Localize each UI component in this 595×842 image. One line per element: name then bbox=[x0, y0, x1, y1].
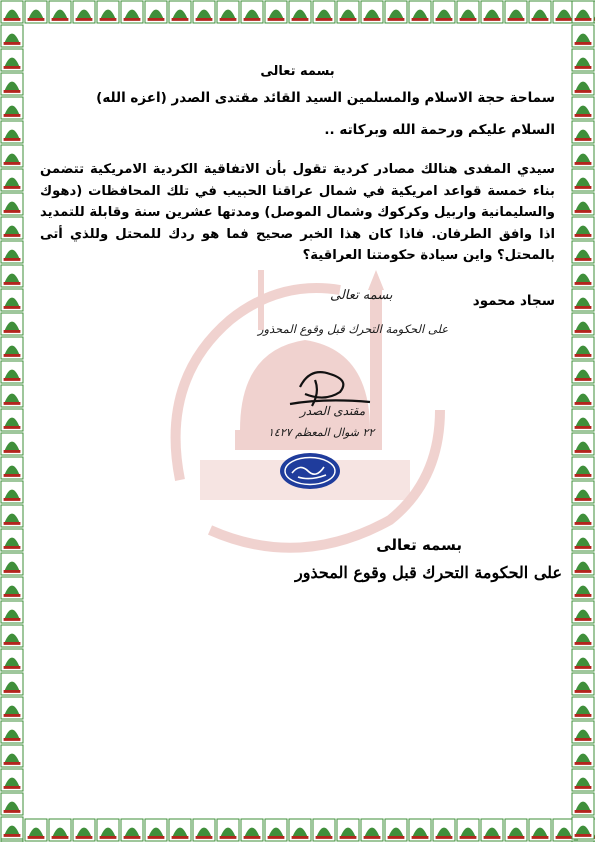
handwritten-name: مقتدى الصدر bbox=[300, 404, 366, 418]
border-tile-icon bbox=[572, 169, 594, 191]
border-tile-icon bbox=[572, 1, 594, 23]
handwritten-reply: على الحكومة التحرك قبل وقوع المحذور bbox=[258, 322, 449, 336]
border-tile-icon bbox=[1, 649, 23, 671]
letter-sender: سجاد محمود bbox=[472, 293, 555, 309]
border-tile-icon bbox=[1, 313, 23, 335]
reply-heading: بسمه تعالى bbox=[376, 536, 462, 554]
border-tile-icon bbox=[572, 697, 594, 719]
border-tile-icon bbox=[572, 793, 594, 815]
border-tile-icon bbox=[1, 817, 23, 839]
border-tile-icon bbox=[1, 337, 23, 359]
border-tile-icon bbox=[572, 601, 594, 623]
border-tile-icon bbox=[1, 361, 23, 383]
border-tile-icon bbox=[1, 697, 23, 719]
border-tile-icon bbox=[572, 529, 594, 551]
border-tile-icon bbox=[1, 625, 23, 647]
border-tile-icon bbox=[1, 433, 23, 455]
border-tile-icon bbox=[572, 721, 594, 743]
border-tile-icon bbox=[572, 745, 594, 767]
border-tile-icon bbox=[1, 721, 23, 743]
border-tile-icon bbox=[572, 241, 594, 263]
border-tile-icon bbox=[572, 49, 594, 71]
border-tile-icon bbox=[572, 313, 594, 335]
border-tile-icon bbox=[1, 769, 23, 791]
border-tile-icon bbox=[1, 25, 23, 47]
border-tile-icon bbox=[1, 745, 23, 767]
border-tile-icon bbox=[572, 505, 594, 527]
border-tile-icon bbox=[572, 193, 594, 215]
border-tile-icon bbox=[1, 265, 23, 287]
handwritten-heading: بسمه تعالى bbox=[330, 288, 393, 303]
letter-addressee: سماحة حجة الاسلام والمسلمين السيد القائد مقتدى الصدر (اعزه الله) bbox=[96, 90, 555, 106]
border-tile-icon bbox=[572, 97, 594, 119]
border-tile-icon bbox=[1, 481, 23, 503]
border-tile-icon bbox=[572, 337, 594, 359]
border-tile-icon bbox=[572, 673, 594, 695]
page-border-left bbox=[0, 0, 24, 842]
border-tile-icon bbox=[572, 433, 594, 455]
border-tile-icon bbox=[1, 97, 23, 119]
border-tile-icon bbox=[1, 793, 23, 815]
border-tile-icon bbox=[1, 529, 23, 551]
border-tile-icon bbox=[572, 361, 594, 383]
border-tile-icon bbox=[572, 769, 594, 791]
border-tile-icon bbox=[572, 817, 594, 839]
border-tile-icon bbox=[572, 649, 594, 671]
border-tile-icon bbox=[1, 169, 23, 191]
border-tile-icon bbox=[572, 73, 594, 95]
border-tile-icon bbox=[1, 1, 23, 23]
border-tile-icon bbox=[572, 145, 594, 167]
border-tile-icon bbox=[572, 265, 594, 287]
reply-text: على الحكومة التحرك قبل وقوع المحذور bbox=[295, 563, 562, 582]
letter-greeting: السلام عليكم ورحمة الله وبركاته .. bbox=[324, 122, 555, 138]
border-tile-icon bbox=[1, 673, 23, 695]
border-tile-icon bbox=[1, 49, 23, 71]
border-tile-icon bbox=[572, 625, 594, 647]
border-tile-icon bbox=[572, 217, 594, 239]
border-tile-icon bbox=[1, 73, 23, 95]
border-tile-icon bbox=[1, 217, 23, 239]
border-tile-icon bbox=[1, 121, 23, 143]
border-tile-icon bbox=[1, 409, 23, 431]
border-tile-icon bbox=[572, 481, 594, 503]
border-tile-icon bbox=[572, 409, 594, 431]
border-tile-icon bbox=[1, 385, 23, 407]
handwritten-date: ٢٢ شوال المعظم ١٤٢٧ bbox=[268, 426, 375, 439]
border-tile-icon bbox=[572, 553, 594, 575]
border-tile-icon bbox=[572, 25, 594, 47]
border-tile-icon bbox=[1, 145, 23, 167]
border-tile-icon bbox=[572, 457, 594, 479]
border-tile-icon bbox=[1, 553, 23, 575]
border-tile-icon bbox=[572, 577, 594, 599]
letter-body: سيدي المفدى هنالك مصادر كردية تقول بأن الاتفاقية الكردية الامريكية تتضمن بناء خمسة قواعد امريكية في شمال عراقنا الحبيب في تلك المحافظات (دهوك والسليمانية واربيل وكركوك وشمال الموصل) ومدتها عشرين سنة وقابلة للتمديد اذا وافق الطرفان. فاذا كان هذا الخبر صحيح فما هو ردك للمحتل وللذي أتى بالمحتل؟ واين سيادة حكومتنا العراقية؟ bbox=[40, 162, 555, 263]
border-tile-icon bbox=[1, 505, 23, 527]
page-border-right bbox=[571, 0, 595, 842]
border-tile-icon bbox=[572, 289, 594, 311]
border-tile-icon bbox=[1, 289, 23, 311]
border-tile-icon bbox=[1, 601, 23, 623]
official-seal-icon bbox=[278, 451, 342, 491]
border-tile-icon bbox=[1, 457, 23, 479]
letter-heading: بسمه تعالى bbox=[260, 64, 335, 79]
border-tile-icon bbox=[572, 385, 594, 407]
border-tile-icon bbox=[1, 193, 23, 215]
border-tile-icon bbox=[1, 577, 23, 599]
border-tile-icon bbox=[572, 121, 594, 143]
border-tile-icon bbox=[1, 241, 23, 263]
